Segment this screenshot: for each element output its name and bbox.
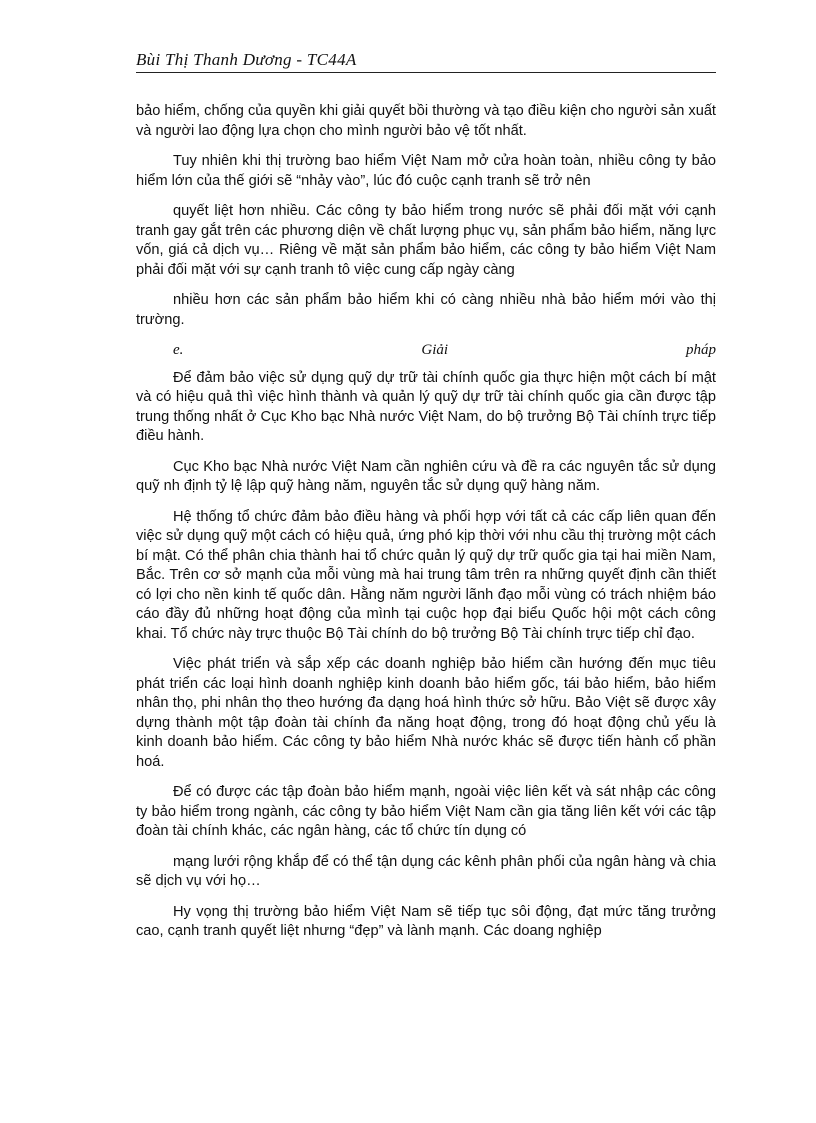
paragraph-10: mạng lưới rộng khắp để có thể tận dụng các kênh phân phối của ngân hàng và chia sẽ dịch vụ với họ… (136, 853, 716, 889)
paragraph-4: nhiều hơn các sản phẩm bảo hiểm khi có càng nhiều nhà bảo hiểm mới vào thị trường. (136, 292, 716, 328)
section-heading (136, 341, 716, 361)
section-letter: e. (173, 342, 184, 358)
paragraph-11: Hy vọng thị trường bảo hiểm Việt Nam sẽ tiếp tục sôi động, đạt mức tăng trưởng cao, cạnh tranh quyết liệt nhưng “đẹp” và lành mạnh. Các doang nghiệp (136, 903, 716, 939)
paragraph-1: bảo hiểm, chống của quyền khi giải quyết bồi thường và tạo điều kiện cho người sản xuất và người lao động lựa chọn cho mình người bảo vệ tốt nhất. (136, 103, 716, 139)
section-word-1: Giải (421, 342, 449, 358)
paragraph-3: quyết liệt hơn nhiều. Các công ty bảo hiểm trong nước sẽ phải đối mặt với cạnh tranh gay gắt trên các phương diện về chất lượng phục vụ, sản phẩm bảo hiểm, năng lực vốn, giá cả dịch vụ… Riêng về mặt sản phẩm bảo hiểm, các công ty bảo hiểm Việt Nam phải đối mặt với sự cạnh tranh tô việc cung cấp ngày càng (136, 203, 716, 278)
document-body (136, 102, 716, 953)
header-title: Bùi Thị Thanh Dương - TC44A (136, 50, 357, 69)
paragraph-2: Tuy nhiên khi thị trường bao hiểm Việt Nam mở cửa hoàn toàn, nhiều công ty bảo hiểm lớn của thế giới sẽ “nhảy vào”, lúc đó cuộc cạnh tranh sẽ trở nên (136, 153, 716, 189)
paragraph-9: Để có được các tập đoàn bảo hiểm mạnh, ngoài việc liên kết và sát nhập các công ty bảo hiểm trong ngành, các công ty bảo hiểm Việt Nam cần gia tăng liên kết với các tập đoàn tài chính khác, các ngân hàng, các tổ chức tín dụng có (136, 784, 716, 839)
paragraph-6: Cục Kho bạc Nhà nước Việt Nam cần nghiên cứu và đề ra các nguyên tắc sử dụng quỹ nh định tỷ lệ lập quỹ hàng năm, nguyên tắc sử dụng quỹ hàng năm. (136, 458, 716, 494)
paragraph-8: Việc phát triển và sắp xếp các doanh nghiệp bảo hiểm cần hướng đến mục tiêu phát triển các loại hình doanh nghiệp kinh doanh bảo hiểm gốc, tái bảo hiểm, bảo hiểm nhân thọ, phi nhân thọ theo hướng đa dạng hoá hình thức sở hữu. Bảo Việt sẽ được xây dựng thành một tập đoàn tài chính đa năng hoạt động, trong đó hoạt động chủ yếu là kinh doanh bảo hiểm. Các công ty bảo hiểm Nhà nước khác sẽ được tiến hành cổ phần hoá. (136, 656, 716, 770)
paragraph-7: Hệ thống tổ chức đảm bảo điều hàng và phối hợp với tất cả các cấp liên quan đến việc sử dụng quỹ một cách có hiệu quả, ứng phó kịp thời với nhu cầu thị trường một cách bí mật. Có thể phân chia thành hai tổ chức quản lý quỹ dự trữ quốc gia tại hai miền Nam, Bắc. Trên cơ sở mạnh của mỗi vùng mà hai trung tâm trên ra những quyết định cần thiết có lợi cho nền kinh tế quốc dân. Hằng năm người lãnh đạo mỗi vùng có trách nhiệm báo cáo đầy đủ những hoạt động của mình tại cuộc họp đại biểu Quốc hội một cách công khai. Tổ chức này trực thuộc Bộ Tài chính do bộ trưởng Bộ Tài chính trực tiếp chỉ đạo. (136, 508, 716, 642)
section-word-2: pháp (686, 342, 716, 358)
paragraph-5: Để đảm bảo việc sử dụng quỹ dự trữ tài chính quốc gia thực hiện một cách bí mật và có hiệu quả thì việc hình thành và quản lý quỹ dự trữ tài chính quốc gia cần được tập trung thống nhất ở Cục Kho bạc Nhà nước Việt Nam, do bộ trưởng Bộ Tài chính trực tiếp điều hành. (136, 369, 716, 444)
page-header (136, 50, 716, 73)
